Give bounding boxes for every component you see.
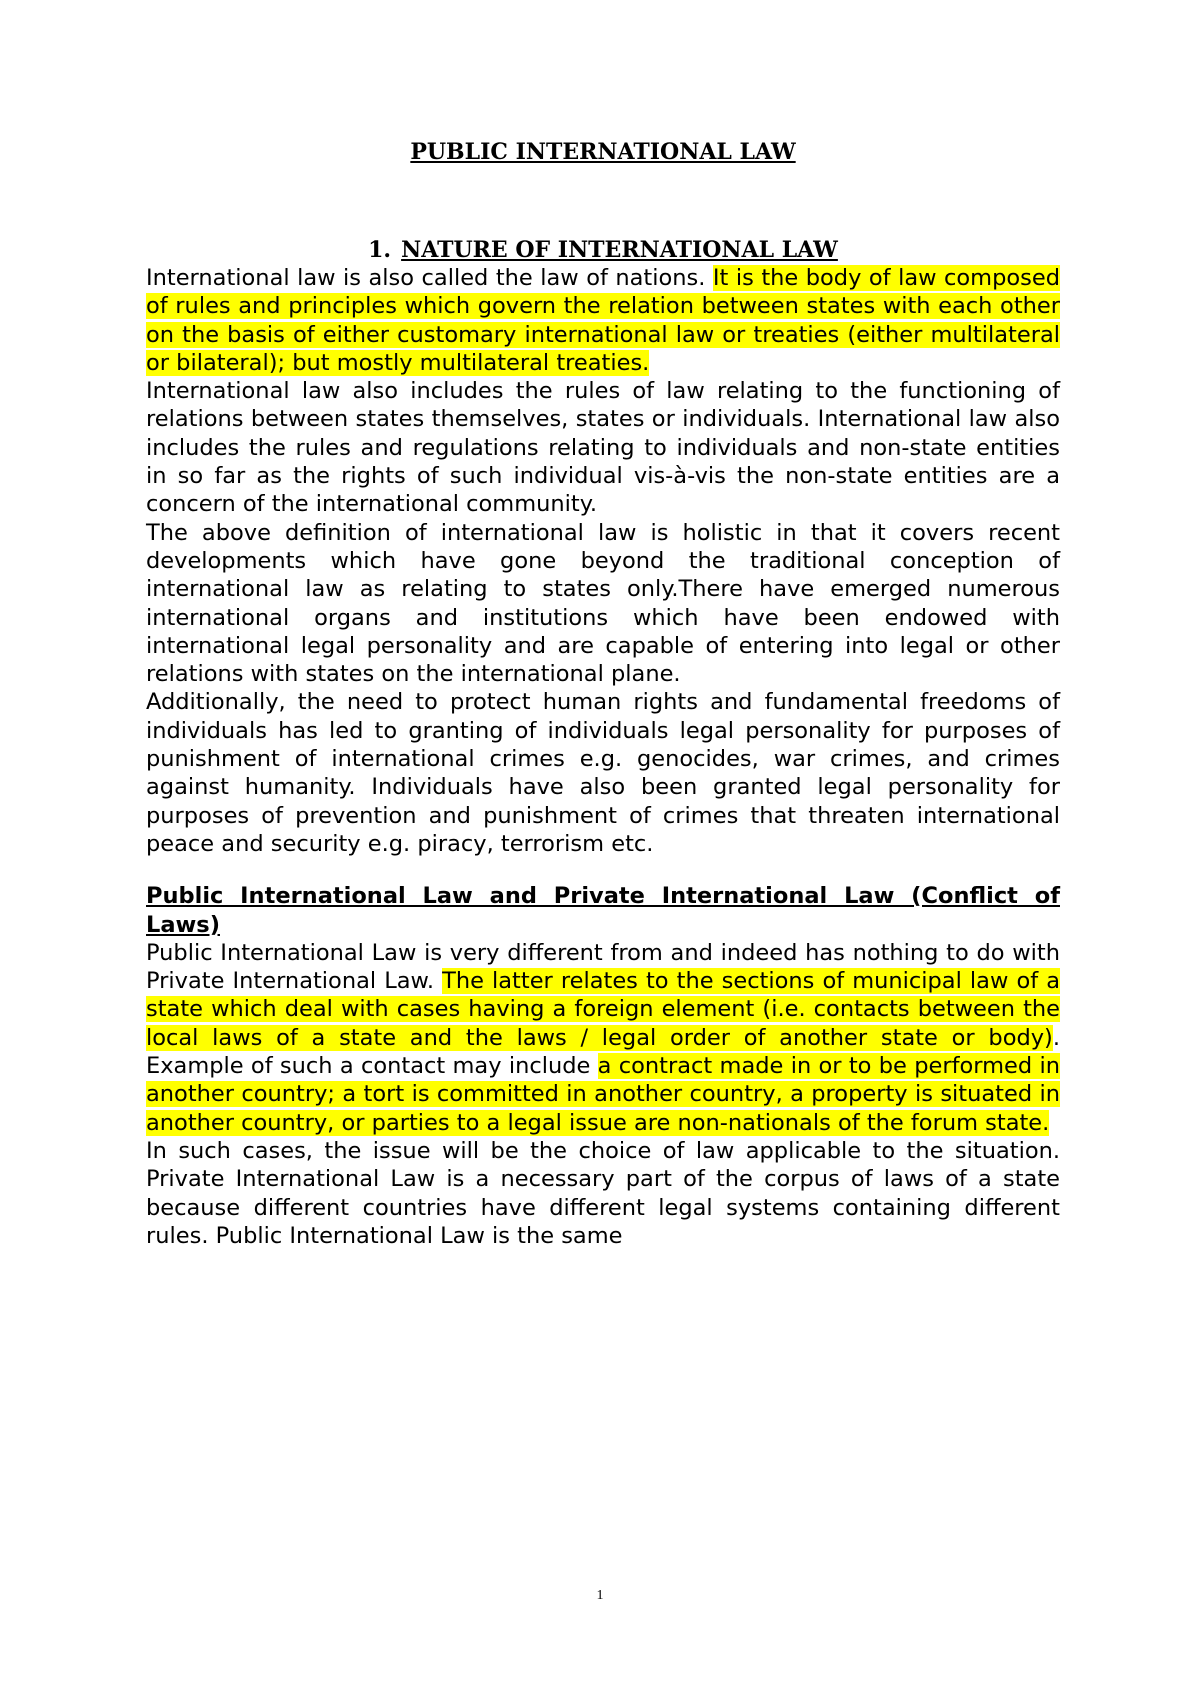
paragraph-text: International law is also called the law of nations. [146, 265, 713, 291]
paragraph-scope: International law also includes the rules of law relating to the functioning of relations between states themselves, states or individuals. International law also includes the rules and regulations relating to individuals and non-state entities in so far as the rights of such individual vis-à-vis the non-state entities are a concern of the international community. [146, 378, 1060, 518]
document-title: PUBLIC INTERNATIONAL LAW [410, 139, 796, 165]
page-number: 1 [596, 1588, 604, 1603]
paragraph-private-international-law [146, 939, 1060, 1137]
paragraph-human-rights: Additionally, the need to protect human rights and fundamental freedoms of individuals has led to granting of individuals legal personality for purposes of punishment of international crimes e.g. genocides, war crimes, and crimes against humanity. Individuals have also been granted legal personality for purposes of prevention and punishment of crimes that threaten international peace and security e.g. piracy, terrorism etc. [146, 689, 1060, 857]
chapter-title: NATURE OF INTERNATIONAL LAW [401, 237, 838, 263]
highlighted-text: The latter relates to the sections of municipal law of a state which deal with cases having a foreign element (i.e. contacts between the local laws of a state and the laws / legal order of another state or body) [146, 968, 1060, 1051]
section-heading: Public International Law and Private International Law (Conflict of Laws) [146, 883, 1060, 938]
paragraph-holistic-definition: The above definition of international law is holistic in that it covers recent developments which have gone beyond the traditional conception of international law as relating to states only.There have emerged numerous international organs and institutions which have been endowed with international legal personality and are capable of entering into legal or other relations with states on the international plane. [146, 519, 1060, 688]
paragraph-choice-of-law: In such cases, the issue will be the choice of law applicable to the situation. Private International Law is a necessary part of the corpus of laws of a state because different countries have different legal systems containing different rules. Public International Law is the same [146, 1137, 1060, 1249]
paragraph-text: . Example of such a contact may include [146, 1024, 1060, 1080]
highlighted-text: It is the body of law composed of rules and principles which govern the relation between states with each other on the basis of either customary international law or treaties (either multilateral or bilateral); but mostly multilateral treaties. [146, 265, 1060, 376]
document-page [146, 138, 1060, 1250]
chapter-number: 1. [368, 237, 392, 263]
chapter-heading [146, 236, 1060, 264]
highlighted-text: a contract made in or to be performed in another country; a tort is committed in another country, a property is situated in another country, or parties to a legal issue are non-nationals of the forum state. [146, 1053, 1060, 1136]
paragraph-text: Public International Law is very different from and indeed has nothing to do with Private International Law. [146, 939, 1060, 995]
paragraph-definition [146, 264, 1060, 377]
